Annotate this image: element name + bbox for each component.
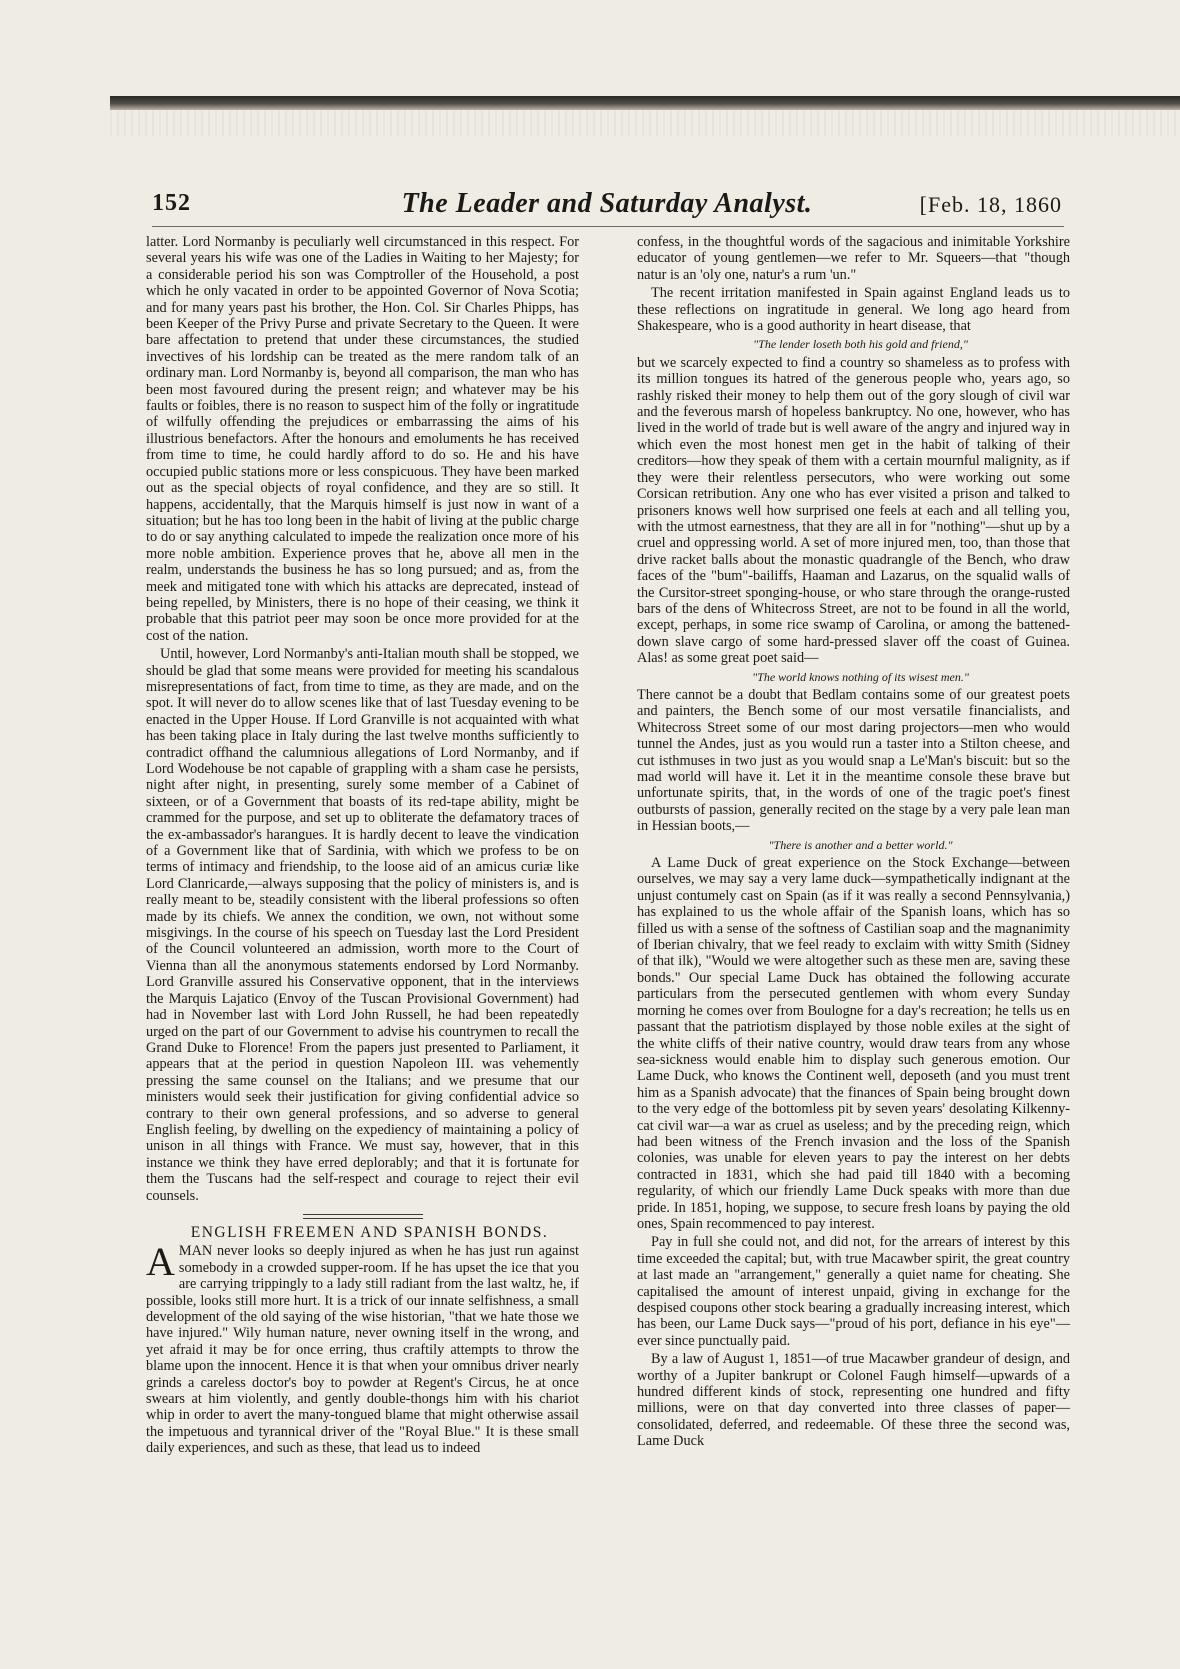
right-paragraph-5: A Lame Duck of great experience on the Stock Exchange—between ourselves, we may say a very lame duck—sympathetically indignant at the unjust contumely cast on Spain (as if it was really a second Pennsylvania,) has explained to us the whole affair of the Spanish loans, which has so filled us with a sense of the softness of Castilian soap and the magnanimity of Iberian chivalry, that we feel ready to exclaim with witty Smith (Sidney of that ilk), "Would we were altogether such as these men are, saving these bonds." Our special Lame Duck has obtained the following accurate particulars from the persecuted gentlemen with whom every Sunday morning he comes over from Boulogne for a day's recreation; he tells us en passant that the patriotism displayed by those noble exiles at the sight of the white cliffs of their native country, would draw tears from any whose sea-sickness would enable him to display such generous emotion. Our Lame Duck, who knows the Continent well, deposeth (and you must trent him as a Spanish advocate) that the finances of Spain being brought down to the very edge of the bottomless pit by seven years' desolating Kilkenny-cat civil war—a war as cruel as useless; and by the preceding reign, which had been witness of the French invasion and the loss of the Spanish colonies, was unable for eleven years to pay the interest on her debts contracted in 1831, which she had paid till 1840 with a becoming regularity, of which our friendly Lame Duck speaks with more than due pride. In 1851, hoping, we suppose, to secure fresh loans by paying the old ones, Spain recommenced to pay interest. <box>637 855 1070 1232</box>
issue-date: [Feb. 18, 1860 <box>919 192 1062 217</box>
header-rule <box>152 226 1064 227</box>
section-heading: ENGLISH FREEMEN AND SPANISH BONDS. <box>190 1223 549 1241</box>
quotation-1: "The lender loseth both his gold and friend," <box>753 337 968 352</box>
right-paragraph-2: The recent irritation manifested in Spain against England leads us to these reflections on ingratitude in general. We long ago heard from Shakespeare, who is a good authority in heart disease, that <box>637 285 1070 335</box>
right-paragraph-1: confess, in the thoughtful words of the sagacious and inimitable Yorkshire educator of young gentlemen—we refer to Mr. Squeers—that "though natur is an 'oly one, natur's a rum 'un." <box>637 234 1070 283</box>
right-paragraph-3: but we scarcely expected to find a country so shameless as to profess with its million tongues its hatred of the generous people who, years ago, so rashly risked their money to help them out of the gory slough of civil war and the feverous marsh of hopeless bankruptcy. No one, however, who has lived in the world of trade but is well aware of the angry and injured way in which even the most honest men get in the habit of talking of their creditors—how they speak of them with a certain mournful malignity, as if they were their relentless persecutors, who were working out some Corsican retribution. Any one who has ever visited a prison and talked to prisoners knows well how surprised one feels at each and all telling you, with the utmost earnestness, that they are all in for "nothing"—shut up by a cruel and oppressing world. A set of more injured men, too, than those that drive racket balls about the monastic quadrangle of the Bench, who draw faces of the "bum"-bailiffs, Haaman and Lazarus, on the squalid walls of the Cursitor-street sponging-house, or who stare through the orange-rusted bars of the dens of Whitecross Street, are not to be found in all the world, except, perhaps, in some rice swamp of Carolina, or among the battened-down slave cargo of some hard-pressed slaver off the coast of Guinea. Alas! as some great poet said— <box>637 354 1070 667</box>
section-divider <box>303 1214 423 1219</box>
page-number: 152 <box>152 190 191 216</box>
left-paragraph-3: AMAN never looks so deeply injured as when he has just run against somebody in a crowded supper-room. If he has upset the ice that you are carrying trippingly to a lady still radiant from the last waltz, he, if possible, looks still more hurt. It is a trick of our innate selfishness, a small development of the old saying of the wise historian, "that we hate those we have injured." Wily human nature, never owning itself in the wrong, and yet afraid it may be for once erring, thus craftily attempts to throw the blame upon the innocent. Hence it is that when your omnibus driver nearly grinds a careless doctor's boy to powder at Regent's Circus, he at once swears at him violently, and gently double-thongs him with his chariot whip in order to avert the many-tongued blame that might otherwise assail the impetuous and tyrannical driver of the "Royal Blue." It is these small daily experiences, and such as these, that lead us to indeed <box>146 1239 579 1457</box>
masthead <box>152 190 1062 220</box>
left-paragraph-1: latter. Lord Normanby is peculiarly well circumstanced in this respect. For several years his wife was one of the Ladies in Waiting to her Majesty; for a considerable period his son was Comptroller of the Household, a post which he only vacated in order to be appointed Governor of Nova Scotia; and for many years past his brother, the Hon. Col. Sir Charles Phipps, has been Keeper of the Privy Purse and private Secretary to the Queen. It were bare affectation to pretend that under these circumstances, the studied invectives of his lordship can be treated as the mere random talk of an ordinary man. Lord Normanby is, beyond all comparison, the man who has been most favoured during the present reign; and whatever may be his faults or foibles, there is no reason to suspect him of the folly or ingratitude of wilfully offending the prejudices or embarrassing the aims of his illustrious benefactors. After the honours and emoluments he has received from time to time, he could hardly afford to do so. He and his have occupied public stations more or less conspicuous. They have been marked out as the special objects of royal confidence, and they are so still. It happens, accidentally, that the Marquis himself is just now in want of a situation; but he has too long been in the habit of living at the public charge to do or say anything calculated to impede the realization once more of his more noble ambition. Experience proves that he, above all men in the realm, understands the business he has so long pursued; and as, from the meek and mitigated tone with which his attacks are deprecated, instead of being repelled, by Ministers, there is no hope of their ceasing, we think it probable that this patriot peer may soon be once more provided for at the cost of the nation. <box>146 234 579 644</box>
right-column <box>637 234 1070 1450</box>
right-paragraph-7: By a law of August 1, 1851—of true Macawber grandeur of design, and worthy of a Jupiter bankrupt or Colonel Faugh himself—upwards of a hundred different kinds of stock, representing one hundred and fifty millions, were on that day converted into three classes of paper—consolidated, deferred, and redeemable. Of these three the second was, Lame Duck <box>637 1351 1070 1450</box>
journal-title: The Leader and Saturday Analyst. <box>401 188 813 219</box>
paper-texture <box>110 110 1180 136</box>
right-paragraph-4: There cannot be a doubt that Bedlam contains some of our greatest poets and painters, the Bench some of our most versatile financialists, and Whitecross Street some of our most daring projectors—men who would tunnel the Andes, just as you would run a taster into a Stilton cheese, and cut isthmuses in two just as you would snap a Le'Man's biscuit: but so the mad world will have it. Let it in the meantime console these brave but unfortunate spirits, that, in the words of one of the tragic poet's finest outbursts of passion, generally recited on the stage by a very pale lean man in Hessian boots,— <box>637 686 1070 835</box>
left-column <box>146 234 579 1457</box>
page-top-edge <box>110 96 1180 110</box>
quotation-2: "The world knows nothing of its wisest men." <box>752 669 969 684</box>
left-paragraph-2: Until, however, Lord Normanby's anti-Italian mouth shall be stopped, we should be glad that some means were provided for meeting his scandalous misrepresentations of fact, from time to time, as they are made, and on the spot. It will never do to allow scenes like that of last Tuesday evening to be enacted in the Upper House. If Lord Granville is not acquainted with what has been taking place in Italy during the last twelve months sufficiently to contradict offhand the calumnious allegations of Lord Normanby, and if Lord Wodehouse be not capable of grappling with a sham case he persists, night after night, in presenting, surely some member of a Cabinet of sixteen, or of a Government that boasts of its red-tape ability, might be crammed for the purpose, and set up to obliterate the defamatory traces of the ex-ambassador's harangues. It is hardly decent to leave the vindication of a Government like that of Sardinia, with which we profess to be on terms of intimacy and friendship, to the loose aid of an amicus curiæ like Lord Clanricarde,—always supposing that the policy of ministers is, and is really meant to be, steadily consistent with the liberal professions so often made by its chiefs. We annex the condition, we own, not without some misgivings. In the course of his speech on Tuesday last the Lord President of the Council volunteered an admission, worth more to the Court of Vienna than all the anonymous statements endorsed by Lord Normanby. Lord Granville assured his Conservative opponent, that in the interviews the Marquis Lajatico (Envoy of the Tuscan Provisional Government) had had in November last with Lord John Russell, he had been repeatedly urged on the part of our Government to advise his countrymen to recall the Grand Duke to Florence! From the papers just presented to Parliament, it appears that at the period in question Napoleon III. was vehemently pressing the same counsel on the Italians; and we presume that our ministers would seek their justification for giving confidential advice so contrary to their own general professions, and so adverse to general English feeling, by dwelling on the expediency of maintaining a policy of unison in all things with France. We must say, however, that in this instance we think they have erred deplorably; and that it is fortunate for them the Tuscans had the self-respect and courage to reject their evil counsels. <box>146 646 579 1204</box>
quotation-3: "There is another and a better world." <box>768 837 953 852</box>
right-paragraph-6: Pay in full she could not, and did not, for the arrears of interest by this time exceeded the capital; but, with true Macawber spirit, the great country at last made an "arrangement," generally a quiet name for cheating. She capitalised the amount of interest unpaid, giving in exchange for the despised coupons other stock bearing a gradually increasing interest, which has been, our Lame Duck says—"proud of his port, defiance in his eye"—ever since punctually paid. <box>637 1234 1070 1349</box>
